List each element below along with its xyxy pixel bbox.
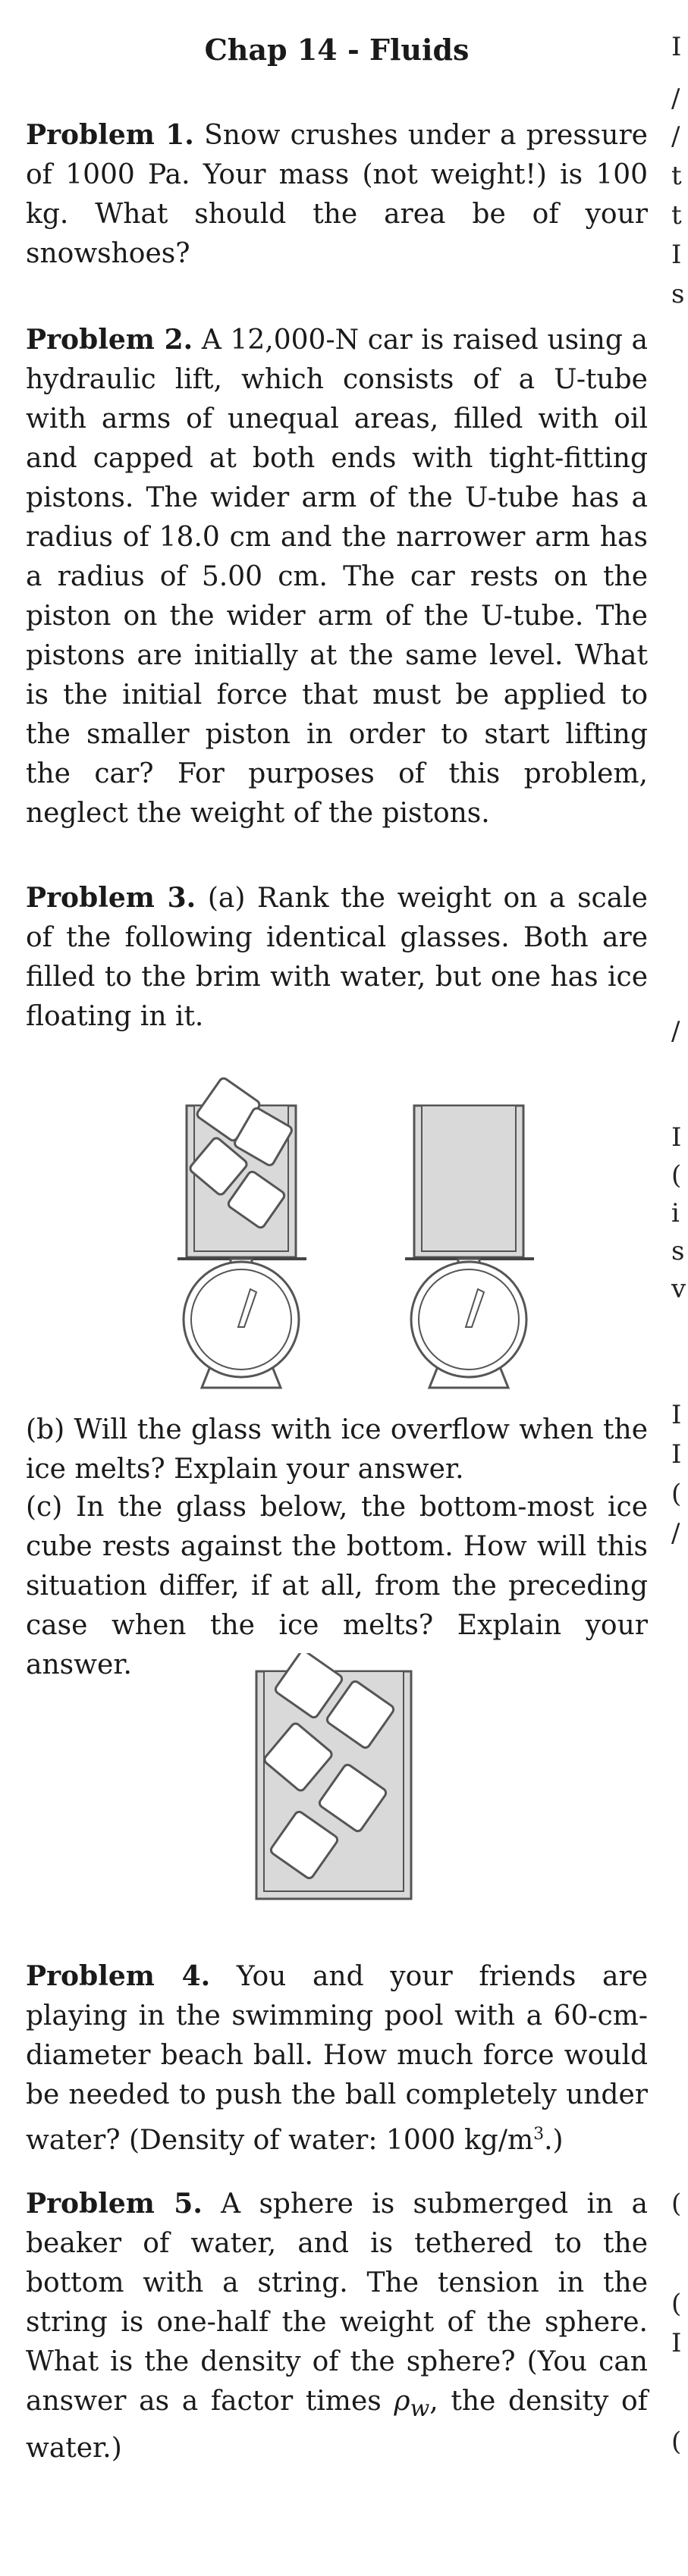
problem-4-text: You and your friends are playing in the swimming pool with a 60-cm-diameter beach ball. How much force would be needed to push the ball completely under water? (Density of water: 1000 kg/m — [26, 1961, 648, 2156]
problem-3 — [26, 878, 648, 1037]
problem-2 — [26, 320, 648, 833]
edge-glyph: / — [671, 83, 680, 114]
edge-glyph: ( — [671, 2289, 682, 2319]
glass-without-ice — [414, 1106, 523, 1257]
glasses-on-scales-figure — [147, 1069, 557, 1395]
problem-5-text-end: , the density of water.) — [26, 2386, 649, 2465]
problem-1-label: Problem 1. — [26, 119, 194, 151]
edge-glyph: / — [671, 1518, 680, 1548]
problem-3-label: Problem 3. — [26, 882, 196, 914]
problem-4-label: Problem 4. — [26, 1960, 211, 1992]
edge-glyph: ( — [671, 1479, 682, 1509]
edge-glyph: v — [671, 1274, 686, 1304]
edge-glyph: i — [671, 1198, 680, 1228]
adjacent-page-edge — [665, 0, 688, 2576]
problem-3a-text: (a) Rank the weight on a scale of the following identical glasses. Both are filled to the brim with water, but one has ice floating in it. — [26, 883, 648, 1032]
problem-5 — [26, 2184, 648, 2468]
problem-3b — [26, 1410, 648, 1489]
page-title: Chap 14 - Fluids — [204, 33, 470, 67]
problem-4 — [26, 1956, 648, 2160]
rho-symbol: ρ — [394, 2386, 410, 2417]
problem-3c-text: (c) In the glass below, the bottom-most ice cube rests against the bottom. How will this situation differ, if at all, from the preceding case when the ice melts? Explain your answer. — [26, 1492, 648, 1680]
problem-2-text: A 12,000-N car is raised using a hydraulic lift, which consists of a U-tube with arms of unequal areas, filled with oil and capped at both ends with tight-fitting pistons. The wider arm of the U-tube has a radius of 18.0 cm and the narrower arm has a radius of 5.00 cm. The car rests on the piston on the wider arm of the U-tube. The pistons are initially at the same level. What is the initial force that must be applied to the smaller piston in order to start lifting the car? For purposes of this problem, neglect the weight of the pistons. — [26, 325, 648, 829]
problem-2-label: Problem 2. — [26, 324, 193, 356]
edge-glyph: ( — [671, 2189, 682, 2219]
problem-4-text-end: .) — [544, 2125, 564, 2156]
edge-glyph: t — [671, 200, 682, 231]
problem-3b-text: (b) Will the glass with ice overflow when the ice melts? Explain your answer. — [26, 1414, 648, 1485]
rho-subscript: w — [410, 2396, 430, 2423]
edge-glyph: I — [671, 2328, 682, 2358]
glass-ice-on-bottom-figure — [246, 1653, 428, 1903]
edge-glyph: ( — [671, 2427, 682, 2457]
edge-glyph: / — [671, 1016, 680, 1046]
edge-glyph: I — [671, 1122, 682, 1153]
scale-left — [177, 1259, 306, 1388]
problem-1 — [26, 115, 648, 274]
problem-4-exponent: 3 — [533, 2125, 545, 2144]
edge-glyph: ( — [671, 1160, 682, 1191]
problem-5-label: Problem 5. — [26, 2188, 203, 2220]
edge-glyph: I — [671, 240, 682, 270]
edge-glyph: I — [671, 32, 682, 62]
scale-right — [405, 1259, 534, 1388]
edge-glyph: s — [671, 1236, 685, 1266]
edge-glyph: / — [671, 121, 680, 152]
edge-glyph: s — [671, 279, 685, 309]
edge-glyph: t — [671, 161, 682, 191]
edge-glyph: I — [671, 1400, 682, 1430]
problem-5-text: A sphere is submerged in a beaker of water, and is tethered to the bottom with a string. The tension in the string is one-half the weight of the sphere. What is the density of the sphere? (You can answer as a factor times — [26, 2189, 649, 2417]
problem-1-text: Snow crushes under a pressure of 1000 Pa. Your mass (not weight!) is 100 kg. What should the area be of your snowshoes? — [26, 120, 648, 269]
edge-glyph: I — [671, 1439, 682, 1470]
glass-with-ice — [187, 1077, 296, 1257]
